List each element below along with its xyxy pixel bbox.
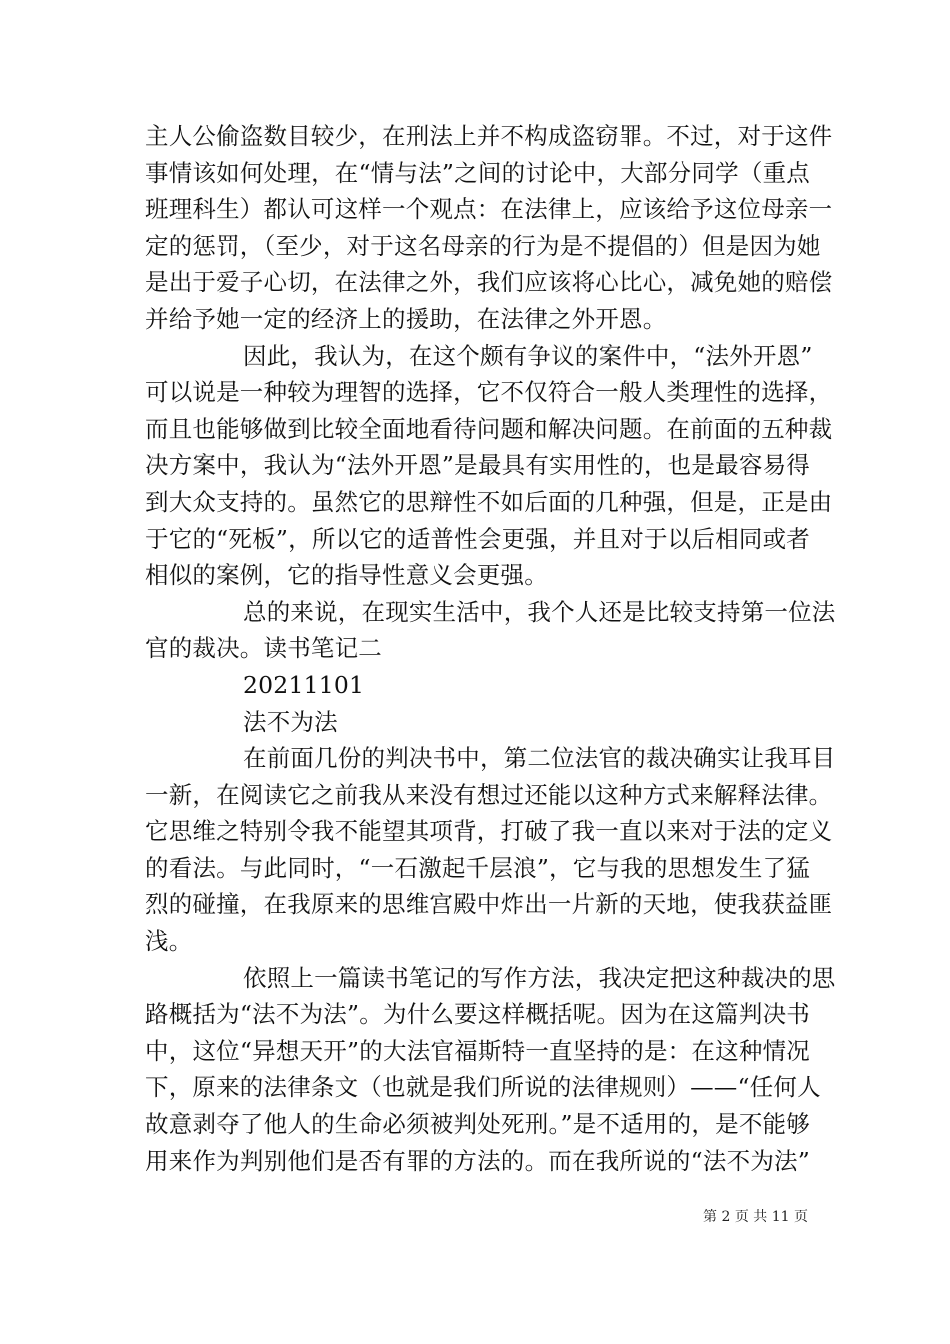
text-line: 总的来说，在现实生活中，我个人还是比较支持第一位法 <box>243 597 836 626</box>
text-line: 定的惩罚，（至少，对于这名母亲的行为是不提倡的）但是因为她 <box>145 231 821 260</box>
text-line: 到大众支持的。虽然它的思辩性不如后面的几种强，但是，正是由 <box>145 487 833 516</box>
text-line: 路概括为“法不为法”。为什么要这样概括呢。因为在这篇判决书 <box>145 1000 810 1029</box>
text-line: 可以说是一种较为理智的选择，它不仅符合一般人类理性的选择， <box>145 378 833 407</box>
text-line: 烈的碰撞，在我原来的思维宫殿中炸出一片新的天地，使我获益匪 <box>145 890 833 919</box>
text-line: 下，原来的法律条文（也就是我们所说的法律规则）——“任何人 <box>145 1073 821 1102</box>
text-line: 相似的案例，它的指导性意义会更强。 <box>145 561 548 590</box>
text-line: 用来作为判别他们是否有罪的方法的。而在我所说的“法不为法” <box>145 1146 810 1175</box>
text-line: 中，这位“异想天开”的大法官福斯特一直坚持的是：在这种情况 <box>145 1036 810 1065</box>
document-body <box>145 118 836 1179</box>
text-line: 法不为法 <box>243 707 338 736</box>
text-line: 一新，在阅读它之前我从来没有想过还能以这种方式来解释法律。 <box>145 780 833 809</box>
text-line: 于它的“死板”，所以它的适普性会更强，并且对于以后相同或者 <box>145 524 810 553</box>
text-line: 事情该如何处理，在“情与法”之间的讨论中，大部分同学（重点 <box>145 158 810 187</box>
text-line: 在前面几份的判决书中，第二位法官的裁决确实让我耳目 <box>243 744 836 773</box>
text-line: 主人公偷盗数目较少，在刑法上并不构成盗窃罪。不过，对于这件 <box>145 122 833 150</box>
text-line: 20211101 <box>243 670 365 699</box>
text-line: 决方案中，我认为“法外开恩”是最具有实用性的，也是最容易得 <box>145 451 810 480</box>
text-line: 的看法。与此同时，“一石激起千层浪”，它与我的思想发生了猛 <box>145 853 810 882</box>
text-line: 官的裁决。读书笔记二 <box>145 634 382 663</box>
text-line: 它思维之特别令我不能望其项背，打破了我一直以来对于法的定义 <box>145 817 833 846</box>
text-line: 故意剥夺了他人的生命必须被判处死刑。”是不适用的，是不能够 <box>145 1110 810 1139</box>
text-line: 班理科生）都认可这样一个观点：在法律上，应该给予这位母亲一 <box>145 195 833 224</box>
text-line: 因此，我认为，在这个颇有争议的案件中，“法外开恩” <box>243 341 813 370</box>
text-line: 依照上一篇读书笔记的写作方法，我决定把这种裁决的思 <box>243 963 836 992</box>
page-number-footer: 第 2 页 共 11 页 <box>703 1209 808 1225</box>
text-line: 浅。 <box>145 927 193 956</box>
text-line: 并给予她一定的经济上的援助，在法律之外开恩。 <box>145 304 667 333</box>
text-line: 而且也能够做到比较全面地看待问题和解决问题。在前面的五种裁 <box>145 414 833 443</box>
text-line: 是出于爱子心切，在法律之外，我们应该将心比心，减免她的赔偿 <box>145 268 833 297</box>
